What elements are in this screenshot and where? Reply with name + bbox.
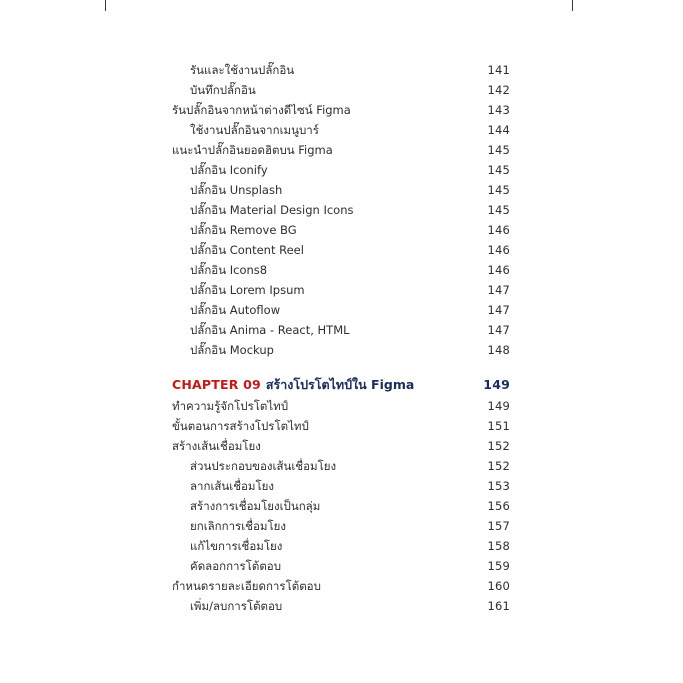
toc-entry-page-number: 148 bbox=[487, 343, 510, 357]
toc-entry-label: ปลั๊กอิน Mockup bbox=[190, 343, 274, 357]
toc-entry-label: ปลั๊กอิน Remove BG bbox=[190, 223, 297, 237]
toc-entry-page-number: 146 bbox=[487, 243, 510, 257]
toc-section-before-chapter bbox=[172, 62, 510, 362]
toc-entry-page-number: 146 bbox=[487, 223, 510, 237]
toc-row[interactable] bbox=[172, 262, 510, 282]
toc-entry-label: แก้ไขการเชื่อมโยง bbox=[190, 539, 283, 553]
toc-row[interactable] bbox=[172, 558, 510, 578]
toc-entry-page-number: 144 bbox=[487, 123, 510, 137]
toc-entry-page-number: 147 bbox=[487, 283, 510, 297]
toc-entry-page-number: 153 bbox=[487, 479, 510, 493]
toc-entry-label: ปลั๊กอิน Unsplash bbox=[190, 183, 283, 197]
toc-row[interactable] bbox=[172, 162, 510, 182]
toc-entry-label: เพิ่ม/ลบการโต้ตอบ bbox=[190, 599, 283, 613]
crop-mark-left bbox=[105, 0, 106, 11]
toc-row[interactable] bbox=[172, 62, 510, 82]
toc-entry-page-number: 157 bbox=[487, 519, 510, 533]
toc-row[interactable] bbox=[172, 182, 510, 202]
toc-entry-page-number: 152 bbox=[487, 459, 510, 473]
toc-entry-label: คัดลอกการโต้ตอบ bbox=[190, 559, 281, 573]
toc-row[interactable] bbox=[172, 598, 510, 618]
toc-row[interactable] bbox=[172, 302, 510, 322]
toc-entry-page-number: 161 bbox=[487, 599, 510, 613]
toc-row[interactable] bbox=[172, 82, 510, 102]
toc-entry-label: ใช้งานปลั๊กอินจากเมนูบาร์ bbox=[190, 123, 319, 137]
toc-entry-page-number: 156 bbox=[487, 499, 510, 513]
toc-entry-label: รันปลั๊กอินจากหน้าต่างดีไซน์ Figma bbox=[172, 103, 351, 117]
toc-row[interactable] bbox=[172, 222, 510, 242]
table-of-contents bbox=[172, 62, 510, 618]
toc-row[interactable] bbox=[172, 342, 510, 362]
toc-row[interactable] bbox=[172, 498, 510, 518]
toc-row[interactable] bbox=[172, 478, 510, 498]
toc-entry-label: บันทึกปลั๊กอิน bbox=[190, 83, 256, 97]
crop-mark-right bbox=[572, 0, 573, 11]
toc-entry-page-number: 151 bbox=[487, 419, 510, 433]
toc-chapter-label bbox=[172, 375, 476, 395]
toc-entry-page-number: 142 bbox=[487, 83, 510, 97]
toc-entry-label: ยกเลิกการเชื่อมโยง bbox=[190, 519, 286, 533]
toc-row[interactable] bbox=[172, 122, 510, 142]
toc-entry-label: รันและใช้งานปลั๊กอิน bbox=[190, 63, 295, 77]
toc-chapter-number: CHAPTER 09 bbox=[172, 377, 261, 392]
toc-row[interactable] bbox=[172, 102, 510, 122]
toc-entry-page-number: 147 bbox=[487, 303, 510, 317]
toc-row[interactable] bbox=[172, 438, 510, 458]
toc-entry-page-number: 145 bbox=[487, 143, 510, 157]
toc-row[interactable] bbox=[172, 518, 510, 538]
toc-entry-label: แนะนำปลั๊กอินยอดฮิตบน Figma bbox=[172, 143, 333, 157]
toc-entry-label: ปลั๊กอิน Iconify bbox=[190, 163, 268, 177]
toc-row[interactable] bbox=[172, 142, 510, 162]
toc-entry-label: ปลั๊กอิน Material Design Icons bbox=[190, 203, 354, 217]
toc-entry-label: ปลั๊กอิน Content Reel bbox=[190, 243, 304, 257]
toc-entry-page-number: 149 bbox=[487, 399, 510, 413]
toc-row[interactable] bbox=[172, 398, 510, 418]
toc-row[interactable] bbox=[172, 458, 510, 478]
toc-entry-label: กำหนดรายละเอียดการโต้ตอบ bbox=[172, 579, 321, 593]
toc-entry-label: ทำความรู้จักโปรโตไทป์ bbox=[172, 399, 289, 413]
toc-entry-label: สร้างการเชื่อมโยงเป็นกลุ่ม bbox=[190, 499, 321, 513]
toc-entry-label: สร้างเส้นเชื่อมโยง bbox=[172, 439, 261, 453]
toc-chapter-page-number: 149 bbox=[483, 377, 510, 392]
toc-entry-label: ปลั๊กอิน Lorem Ipsum bbox=[190, 283, 305, 297]
toc-chapter-heading[interactable] bbox=[172, 375, 510, 395]
toc-entry-page-number: 159 bbox=[487, 559, 510, 573]
toc-row[interactable] bbox=[172, 242, 510, 262]
toc-section-after-chapter bbox=[172, 398, 510, 618]
toc-row[interactable] bbox=[172, 538, 510, 558]
toc-entry-label: ขั้นตอนการสร้างโปรโตไทป์ bbox=[172, 419, 309, 433]
toc-chapter-title: สร้างโปรโตไทป์ใน Figma bbox=[265, 377, 415, 392]
toc-entry-label: ลากเส้นเชื่อมโยง bbox=[190, 479, 275, 493]
toc-entry-page-number: 146 bbox=[487, 263, 510, 277]
toc-entry-page-number: 141 bbox=[487, 63, 510, 77]
toc-entry-page-number: 160 bbox=[487, 579, 510, 593]
toc-entry-page-number: 147 bbox=[487, 323, 510, 337]
toc-row[interactable] bbox=[172, 322, 510, 342]
toc-entry-label: ปลั๊กอิน Autoflow bbox=[190, 303, 281, 317]
toc-entry-page-number: 143 bbox=[487, 103, 510, 117]
toc-entry-page-number: 145 bbox=[487, 203, 510, 217]
toc-row[interactable] bbox=[172, 418, 510, 438]
toc-entry-label: ส่วนประกอบของเส้นเชื่อมโยง bbox=[190, 459, 337, 473]
toc-row[interactable] bbox=[172, 202, 510, 222]
toc-entry-page-number: 152 bbox=[487, 439, 510, 453]
toc-entry-page-number: 145 bbox=[487, 183, 510, 197]
toc-entry-label: ปลั๊กอิน Anima - React, HTML bbox=[190, 323, 350, 337]
toc-entry-page-number: 158 bbox=[487, 539, 510, 553]
toc-entry-label: ปลั๊กอิน Icons8 bbox=[190, 263, 268, 277]
toc-row[interactable] bbox=[172, 578, 510, 598]
toc-entry-page-number: 145 bbox=[487, 163, 510, 177]
toc-row[interactable] bbox=[172, 282, 510, 302]
